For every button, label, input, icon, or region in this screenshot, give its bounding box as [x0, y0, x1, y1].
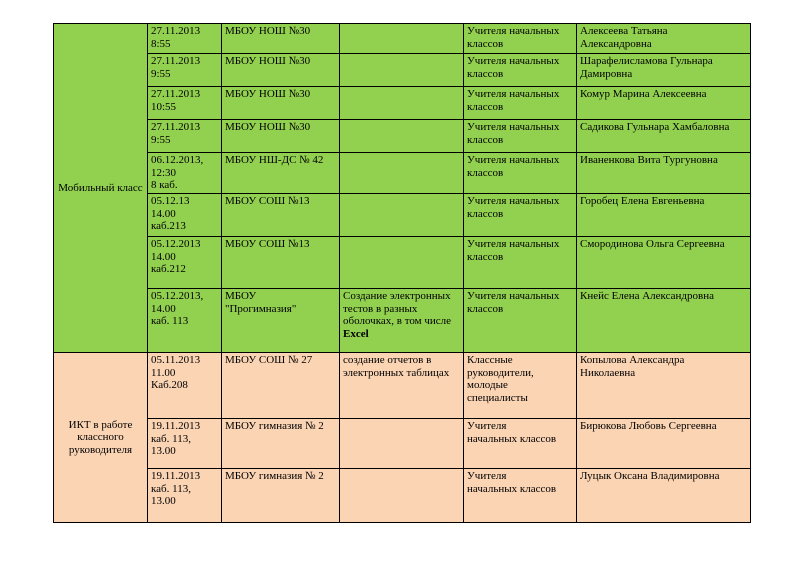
date-cell: 05.11.2013 11.00 Каб.208 [148, 353, 222, 419]
table-row [54, 237, 751, 289]
date-cell: 05.12.13 14.00 каб.213 [148, 194, 222, 237]
date-cell: 19.11.2013 каб. 113, 13.00 [148, 469, 222, 523]
topic-cell [340, 120, 464, 153]
topic-cell [340, 153, 464, 194]
table-row [54, 54, 751, 87]
section-label-mobile-class: Мобильный класс [54, 24, 148, 353]
teacher-cell: Луцык Оксана Владимировна [577, 469, 751, 523]
table-row [54, 153, 751, 194]
topic-cell [340, 194, 464, 237]
audience-cell: Классные руководители, молодые специалисты [464, 353, 577, 419]
date-cell: 27.11.2013 10:55 [148, 87, 222, 120]
audience-cell: Учителя начальных классов [464, 24, 577, 54]
audience-cell: Учителя начальных классов [464, 153, 577, 194]
teacher-cell: Бирюкова Любовь Сергеевна [577, 419, 751, 469]
topic-cell [340, 469, 464, 523]
topic-cell [340, 237, 464, 289]
table-row [54, 194, 751, 237]
school-cell: МБОУ гимназия № 2 [222, 419, 340, 469]
audience-cell: Учителя начальных классов [464, 289, 577, 353]
school-cell: МБОУ СОШ №13 [222, 237, 340, 289]
school-cell: МБОУ НОШ №30 [222, 54, 340, 87]
table-row [54, 87, 751, 120]
teacher-cell: Шарафелисламова Гульнара Дамировна [577, 54, 751, 87]
table-row [54, 24, 751, 54]
school-cell: МБОУ НОШ №30 [222, 24, 340, 54]
audience-cell: Учителя начальных классов [464, 194, 577, 237]
topic-cell [340, 87, 464, 120]
topic-cell [340, 54, 464, 87]
teacher-cell: Иваненкова Вита Тургуновна [577, 153, 751, 194]
teacher-cell: Алексеева Татьяна Александровна [577, 24, 751, 54]
schedule-table [53, 23, 751, 523]
topic-cell [340, 419, 464, 469]
table-row [54, 120, 751, 153]
school-cell: МБОУ НОШ №30 [222, 120, 340, 153]
section-label-ict-class-teacher: ИКТ в работе классного руководителя [54, 353, 148, 523]
date-cell: 05.12.2013 14.00 каб.212 [148, 237, 222, 289]
date-cell: 05.12.2013, 14.00 каб. 113 [148, 289, 222, 353]
school-cell: МБОУ "Прогимназия" [222, 289, 340, 353]
date-cell: 19.11.2013 каб. 113, 13.00 [148, 419, 222, 469]
teacher-cell: Горобец Елена Евгеньевна [577, 194, 751, 237]
audience-cell: Учителя начальных классов [464, 237, 577, 289]
date-cell: 27.11.2013 9:55 [148, 54, 222, 87]
audience-cell: Учителя начальных классов [464, 419, 577, 469]
audience-cell: Учителя начальных классов [464, 87, 577, 120]
teacher-cell: Копылова Александра Николаевна [577, 353, 751, 419]
topic-cell: создание отчетов в электронных таблицах [340, 353, 464, 419]
school-cell: МБОУ СОШ №13 [222, 194, 340, 237]
topic-cell [340, 289, 464, 353]
teacher-cell: Смородинова Ольга Сергеевна [577, 237, 751, 289]
teacher-cell: Комур Марина Алексеевна [577, 87, 751, 120]
school-cell: МБОУ НШ-ДС № 42 [222, 153, 340, 194]
school-cell: МБОУ НОШ №30 [222, 87, 340, 120]
topic-text: Создание электронных тестов в разных оболочках, в том числе [343, 290, 452, 327]
table-row [54, 289, 751, 353]
teacher-cell: Садикова Гульнара Хамбаловна [577, 120, 751, 153]
topic-cell [340, 24, 464, 54]
audience-cell: Учителя начальных классов [464, 469, 577, 523]
teacher-cell: Кнейс Елена Александровна [577, 289, 751, 353]
date-cell: 06.12.2013, 12:30 8 каб. [148, 153, 222, 194]
audience-cell: Учителя начальных классов [464, 120, 577, 153]
audience-cell: Учителя начальных классов [464, 54, 577, 87]
table-row [54, 469, 751, 523]
date-cell: 27.11.2013 9:55 [148, 120, 222, 153]
table-row [54, 419, 751, 469]
school-cell: МБОУ гимназия № 2 [222, 469, 340, 523]
date-cell: 27.11.2013 8:55 [148, 24, 222, 54]
table-row [54, 353, 751, 419]
topic-bold-text: Excel [343, 327, 369, 340]
school-cell: МБОУ СОШ № 27 [222, 353, 340, 419]
